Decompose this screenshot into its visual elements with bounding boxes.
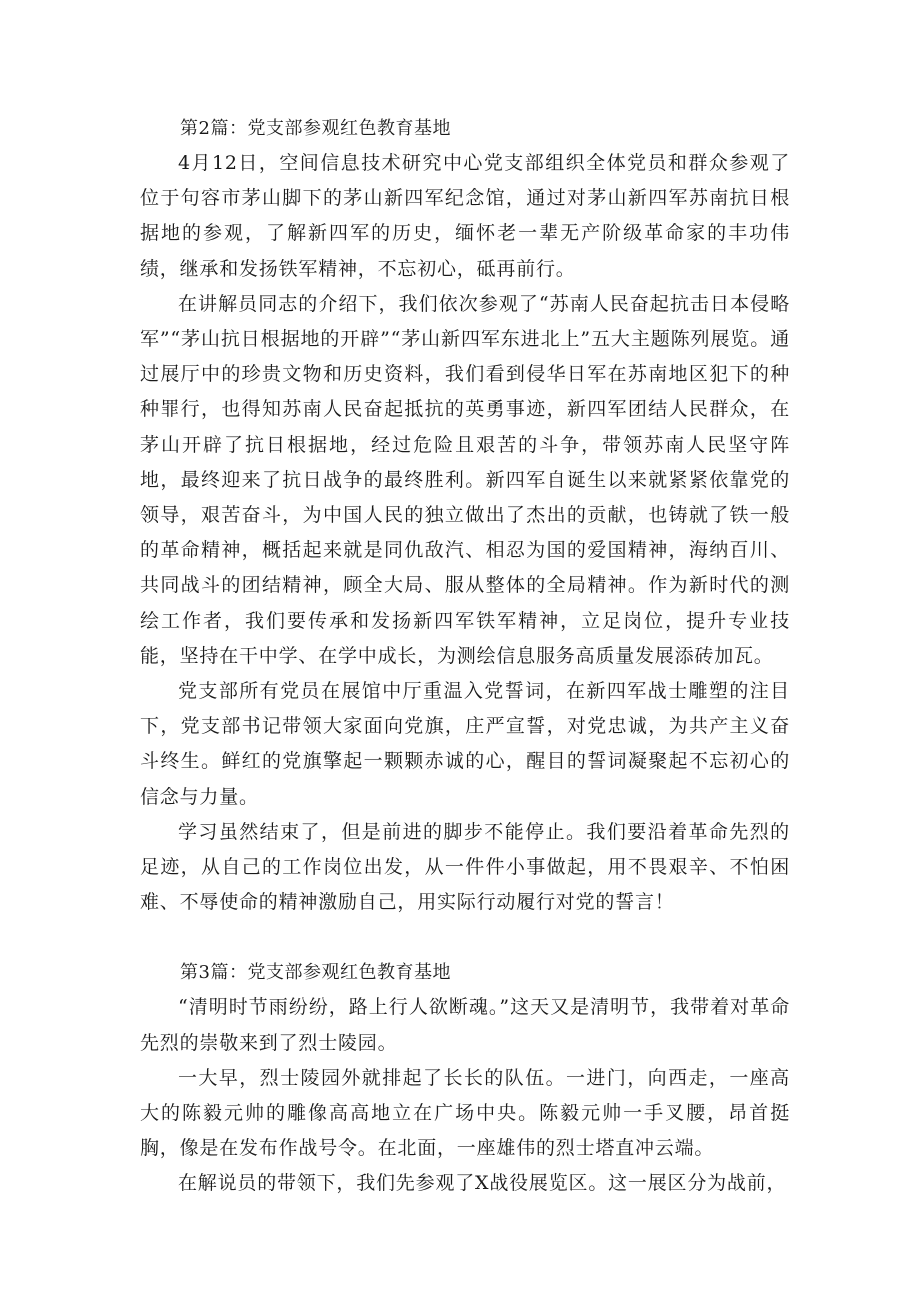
article-2-paragraph-1: 4月12日，空间信息技术研究中心党支部组织全体党员和群众参观了位于句容市茅山脚下的茅山新四军纪念馆，通过对茅山新四军苏南抗日根据地的参观，了解新四军的历史，缅怀老一辈无产阶级革命家的丰功伟绩，继承和发扬铁军精神，不忘初心，砥再前行。 xyxy=(140,152,790,280)
article-3-heading: 第3篇：党支部参观红色教育基地 xyxy=(180,962,451,984)
article-3 xyxy=(140,956,790,1201)
article-2-heading: 第2篇：党支部参观红色教育基地 xyxy=(180,118,451,139)
document-body xyxy=(140,112,790,1202)
article-2-paragraph-2: 在讲解员同志的介绍下，我们依次参观了“苏南人民奋起抗击日本侵略军”“茅山抗日根据地的开辟”“茅山新四军东进北上”五大主题陈列展览。通过展厅中的珍贵文物和历史资料，我们看到侵华日军在苏南地区犯下的种种罪行，也得知苏南人民奋起抵抗的英勇事迹，新四军团结人民群众，在茅山开辟了抗日根据地，经过危险且艰苦的斗争，带领苏南人民坚守阵地，最终迎来了抗日战争的最终胜利。新四军自诞生以来就紧紧依靠党的领导，艰苦奋斗，为中国人民的独立做出了杰出的贡献，也铸就了铁一般的革命精神，概括起来就是同仇敌汽、相忍为国的爱国精神，海纳百川、共同战斗的团结精神，顾全大局、服从整体的全局精神。作为新时代的测绘工作者，我们要传承和发扬新四军铁军精神，立足岗位，提升专业技能，坚持在干中学、在学中成长，为测绘信息服务高质量发展添砖加瓦。 xyxy=(140,292,790,667)
article-3-paragraph-2: 一大早，烈士陵园外就排起了长长的队伍。一进门，向西走，一座高大的陈毅元帅的雕像高高地立在广场中央。陈毅元帅一手叉腰，昂首挺胸，像是在发布作战号令。在北面，一座雄伟的烈士塔直冲云端。 xyxy=(140,1066,790,1160)
section-divider xyxy=(140,920,790,956)
article-3-paragraph-3: 在解说员的带领下，我们先参观了X战役展览区。这一展区分为战前， xyxy=(178,1172,787,1195)
article-2 xyxy=(140,112,790,920)
article-3-paragraph-1: “清明时节雨纷纷，路上行人欲断魂。”这天又是清明节，我带着对革命先烈的崇敬来到了烈士陵园。 xyxy=(140,996,790,1054)
article-2-paragraph-3: 党支部所有党员在展馆中厅重温入党誓词，在新四军战士雕塑的注目下，党支部书记带领大家面向党旗，庄严宣誓，对党忠诚，为共产主义奋斗终生。鲜红的党旗擎起一颗颗赤诚的心，醒目的誓词凝聚起不忘初心的信念与力量。 xyxy=(140,680,790,808)
article-2-paragraph-4: 学习虽然结束了，但是前进的脚步不能停止。我们要沿着革命先烈的足迹，从自己的工作岗位出发，从一件件小事做起，用不畏艰辛、不怕困难、不辱使命的精神激励自己，用实际行动履行对党的誓言！ xyxy=(140,820,790,914)
